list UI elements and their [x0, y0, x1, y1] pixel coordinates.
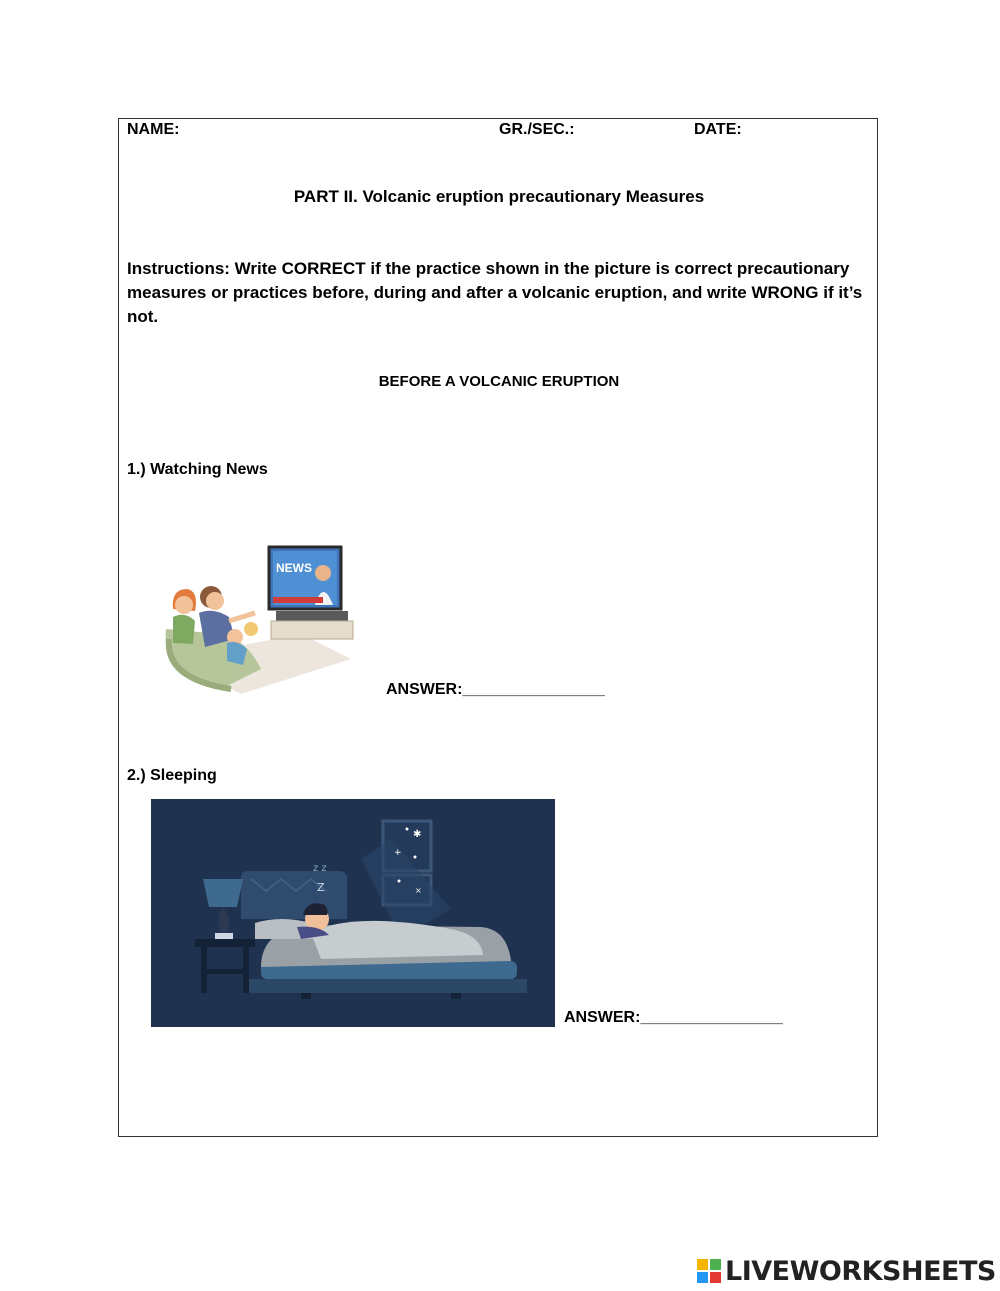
tv-news-text: NEWS — [276, 561, 312, 575]
instructions-text: Instructions: Write CORRECT if the practice shown in the picture is correct precautionary measures or practices before, during and after a volcanic eruption, and write WRONG if it’s not. — [127, 259, 863, 326]
liveworksheets-logo-icon — [697, 1259, 721, 1283]
item-1-label: 1.) Watching News — [127, 461, 268, 478]
svg-text:×: × — [415, 886, 422, 895]
svg-text:Z: Z — [317, 881, 325, 894]
family-watching-news-illustration — [151, 539, 361, 699]
date-label: DATE: — [694, 121, 742, 138]
liveworksheets-text: LIVEWORKSHEETS — [725, 1255, 996, 1287]
item-2-label: 2.) Sleeping — [127, 767, 217, 784]
person-sleeping-illustration — [151, 799, 555, 1027]
section-title: BEFORE A VOLCANIC ERUPTION — [378, 373, 620, 390]
item-2-answer-field[interactable]: ANSWER:________________ — [564, 1009, 783, 1026]
liveworksheets-brand[interactable] — [697, 1256, 996, 1286]
item-1-answer-field[interactable]: ANSWER:________________ — [386, 681, 605, 698]
worksheet-page — [118, 118, 878, 1137]
part-title: PART II. Volcanic eruption precautionary Measures — [293, 187, 705, 206]
svg-text:z z: z z — [313, 863, 327, 874]
name-label: NAME: — [127, 121, 180, 138]
svg-text:✱: ✱ — [413, 829, 422, 840]
svg-text:+: + — [394, 848, 402, 858]
grade-section-label: GR./SEC.: — [499, 121, 575, 138]
